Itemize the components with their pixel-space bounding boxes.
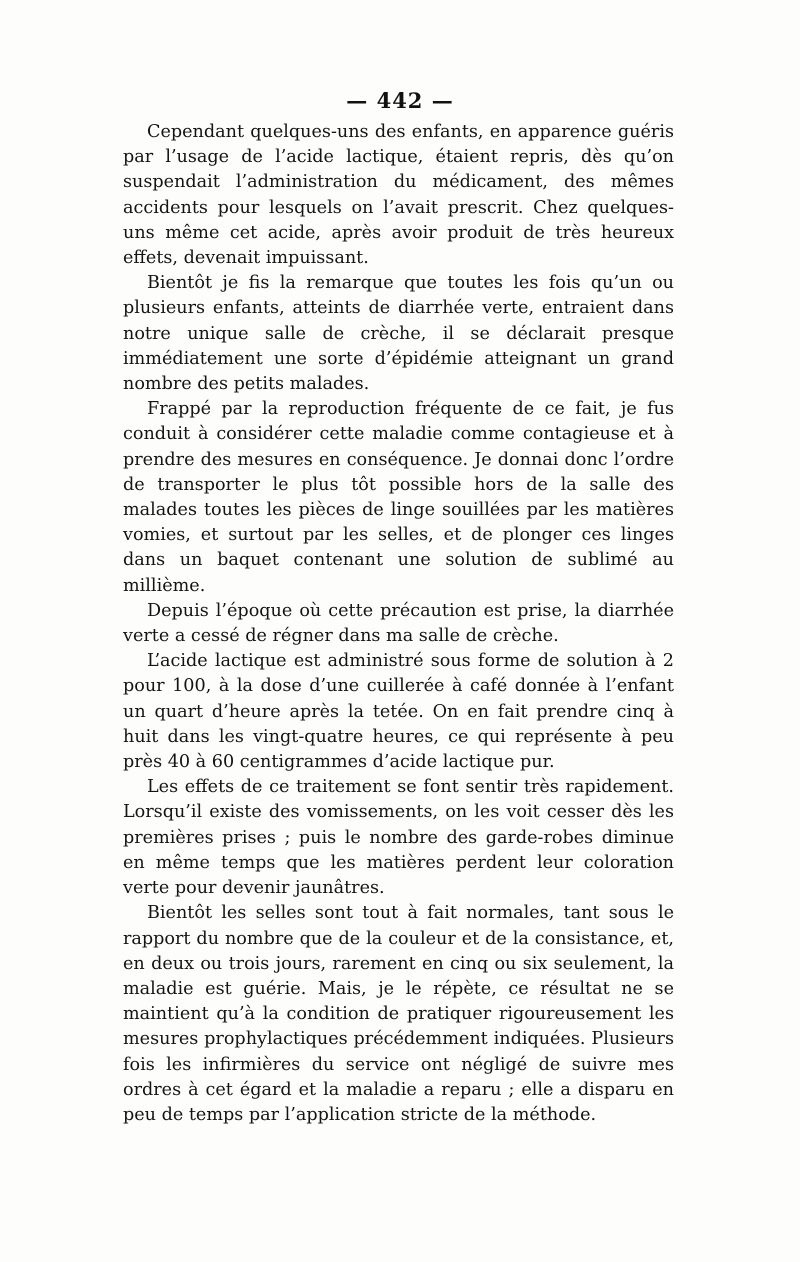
paragraph-4: Depuis l’époque où cette précaution est prise, la diarrhée verte a cessé de régner dans ma salle de crèche. (123, 600, 674, 647)
paragraph-6: Les effets de ce traitement se font sentir très rapidement. Lorsqu’il existe des vomissements, on les voit cesser dès les premières prises ; puis le nombre des garde-robes diminue en même temps que les matières perdent leur coloration verte pour devenir jaunâtres. (123, 777, 674, 899)
paragraph-7: Bientôt les selles sont tout à fait normales, tant sous le rapport du nombre que de la couleur et de la consistance, et, en deux ou trois jours, rarement en cinq ou six seulement, la maladie est guérie. Mais, je le répète, ce résultat ne se maintient qu’à la condition de pratiquer rigoureusement les mesures prophylactiques précédemment indiquées. Plusieurs fois les infirmières du service ont négligé de suivre mes ordres à cet égard et la maladie a reparu ; elle a disparu en peu de temps par l’application stricte de la méthode. (123, 903, 674, 1125)
paragraph-3: Frappé par la reproduction fréquente de ce fait, je fus conduit à considérer cette maladie comme contagieuse et à prendre des mesures en conséquence. Je donnai donc l’ordre de transporter le plus tôt possible hors de la salle des malades toutes les pièces de linge souillées par les matières vomies, et surtout par les selles, et de plonger ces linges dans un baquet contenant une solution de sublimé au millième. (123, 399, 674, 596)
body-text (123, 120, 674, 1128)
page-number: — 442 — (346, 88, 454, 113)
paragraph-5: L’acide lactique est administré sous forme de solution à 2 pour 100, à la dose d’une cuillerée à café donnée à l’enfant un quart d’heure après la tetée. On en fait prendre cinq à huit dans les vingt-quatre heures, ce qui représente à peu près 40 à 60 centigrammes d’acide lactique pur. (123, 651, 674, 773)
paragraph-2: Bientôt je fis la remarque que toutes les fois qu’un ou plusieurs enfants, atteints de diarrhée verte, entraient dans notre unique salle de crèche, il se déclarait presque immédiatement une sorte d’épidémie atteignant un grand nombre des petits malades. (123, 273, 674, 395)
paragraph-1: Cependant quelques-uns des enfants, en apparence guéris par l’usage de l’acide lactique, étaient repris, dès qu’on suspendait l’administration du médicament, des mêmes accidents pour lesquels on l’avait prescrit. Chez quelques-uns même cet acide, après avoir produit de très heureux effets, devenait impuissant. (123, 122, 674, 269)
